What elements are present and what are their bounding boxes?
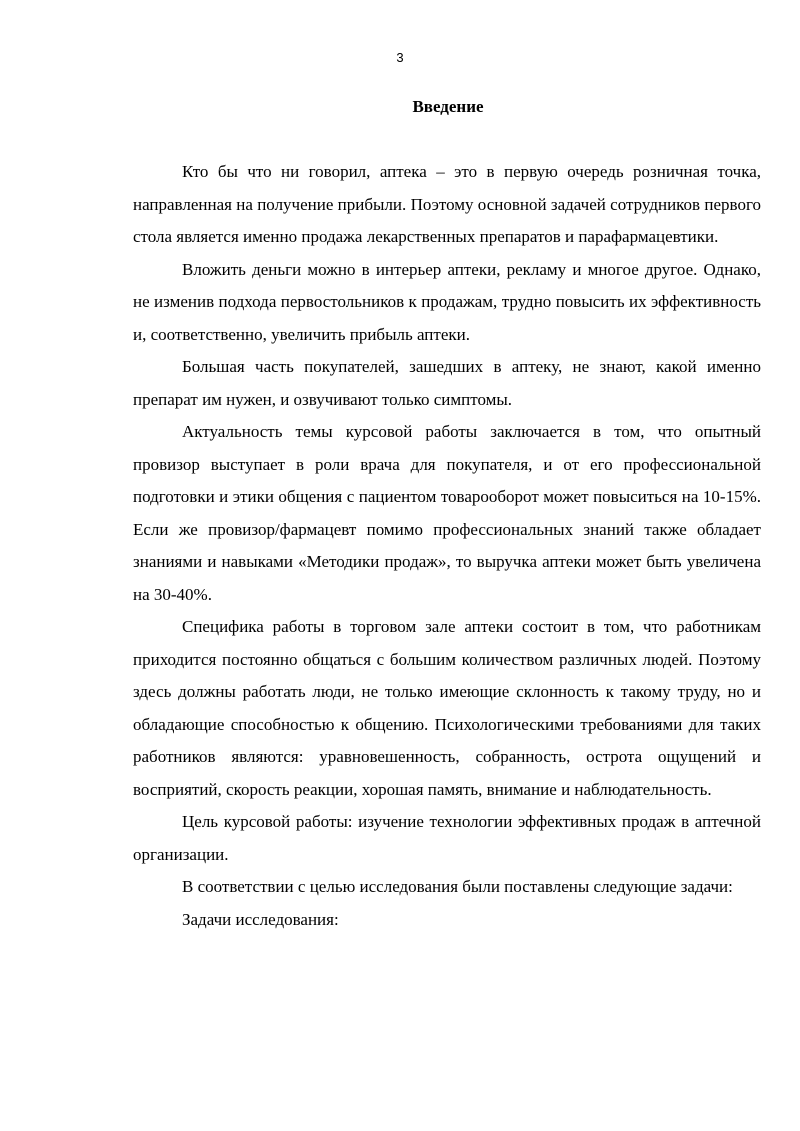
paragraph: Актуальность темы курсовой работы заключается в том, что опытный провизор выступает в роли врача для покупателя, и от его профессиональной подготовки и этики общения с пациентом товарооборот может повыситься на 10-15%. Если же провизор/фармацевт помимо профессиональных знаний также обладает знаниями и навыками «Методики продаж», то выручка аптеки может быть увеличена на 30-40%. — [133, 422, 761, 604]
paragraph: Вложить деньги можно в интерьер аптеки, рекламу и многое другое. Однако, не изменив подхода первостольников к продажам, трудно повысить их эффективность и, соответственно, увеличить прибыль аптеки. — [133, 259, 761, 344]
paragraph: Цель курсовой работы: изучение технологии эффективных продаж в аптечной организации. — [133, 812, 761, 864]
page-number: 3 — [396, 50, 404, 65]
paragraph: Специфика работы в торговом зале аптеки состоит в том, что работникам приходится постоянно общаться с большим количеством различных людей. Поэтому здесь должны работать люди, не только имеющие склонность к такому труду, но и обладающие способностью к общению. Психологическими требованиями для таких работников являются: уравновешенность, собранность, острота ощущений и восприятий, скорость реакции, хорошая память, внимание и наблюдательность. — [133, 617, 761, 799]
body-text — [133, 156, 761, 936]
section-heading: Введение — [412, 97, 484, 116]
paragraph: Кто бы что ни говорил, аптека – это в первую очередь розничная точка, направленная на получение прибыли. Поэтому основной задачей сотрудников первого стола является именно продажа лекарственных препаратов и парафармацевтики. — [133, 162, 761, 246]
paragraph: В соответствии с целью исследования были поставлены следующие задачи: — [182, 877, 733, 896]
paragraph: Задачи исследования: — [182, 909, 339, 929]
paragraph: Большая часть покупателей, зашедших в аптеку, не знают, какой именно препарат им нужен, и озвучивают только симптомы. — [133, 357, 761, 409]
